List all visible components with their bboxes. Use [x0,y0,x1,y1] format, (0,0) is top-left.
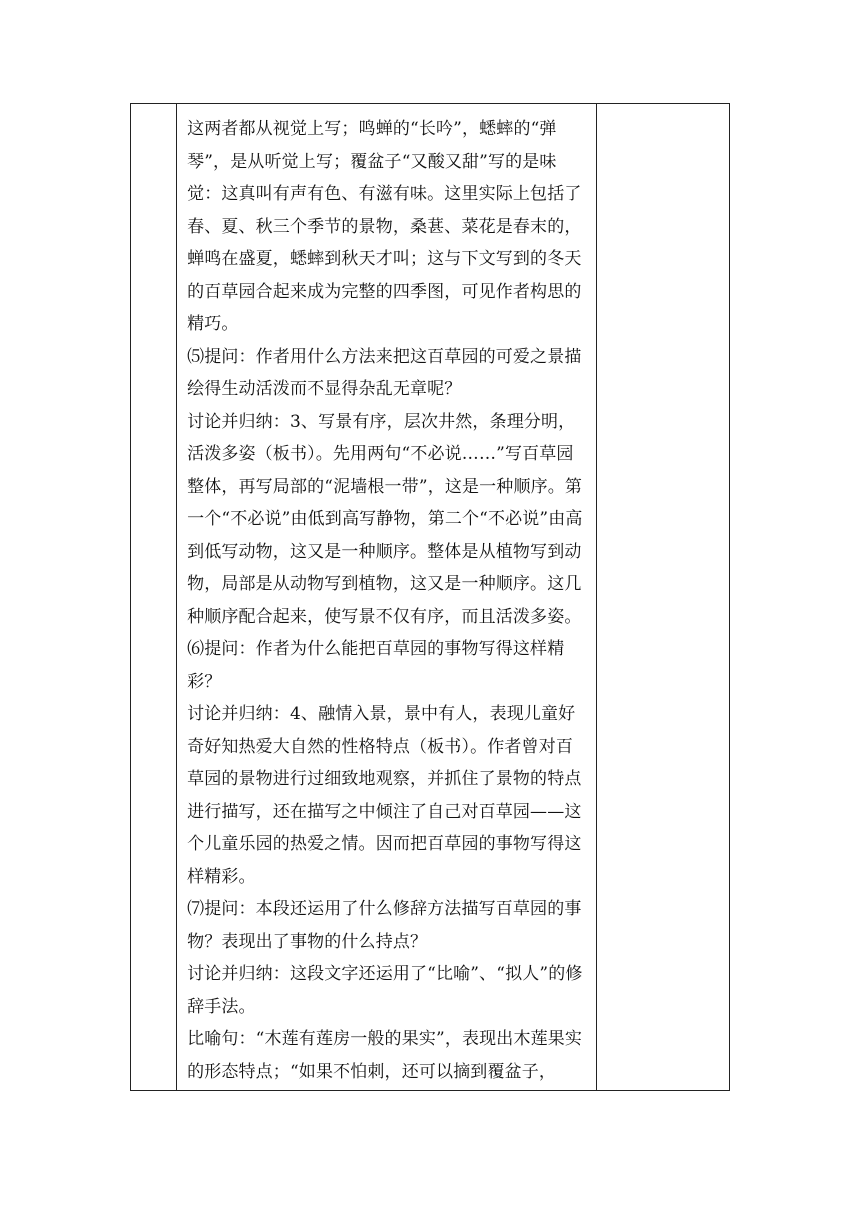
lesson-plan-table [130,103,730,1091]
question-7: ⑺提问：本段还运用了什么修辞方法描写百草园的事物？表现出了事物的什么持点？ [187,899,582,952]
discussion-3: 讨论并归纳：3、写景有序，层次井然，条理分明，活泼多姿（板书）。先用两句“不必说……”写百草园整体，再写局部的“泥墙根一带”，这是一种顺序。第一个“不必说”由低到高写静物，第二个“不必说”由高到低写动物，这又是一种顺序。整体是从植物写到动物，局部是从动物写到植物，这又是一种顺序。这几种顺序配合起来，使写景不仅有序，而且活泼多姿。 [187,411,583,627]
question-5: ⑸提问：作者用什么方法来把这百草园的可爱之景描绘得生动活泼而不显得杂乱无章呢？ [187,346,582,399]
paragraph-observation-senses: 这两者都从视觉上写；鸣蝉的“长吟”，蟋蟀的“弹琴”，是从听觉上写；覆盆子“又酸又甜”写的是味觉：这真叫有声有色、有滋有味。这里实际上包括了春、夏、秋三个季节的景物，桑葚、菜花是春末的，蝉鸣在盛夏，蟋蟀到秋天才叫；这与下文写到的冬天的百草园合起来成为完整的四季图，可见作者构思的精巧。 [187,119,582,334]
discussion-4: 讨论并归纳：4、融情入景，景中有人，表现儿童好奇好知热爱大自然的性格特点（板书）。作者曾对百草园的景物进行过细致地观察，并抓住了景物的特点进行描写，还在描写之中倾注了自己对百草园——这个儿童乐园的热爱之情。因而把百草园的事物写得这样精彩。 [187,704,582,887]
discussion-rhetoric: 讨论并归纳：这段文字还运用了“比喻”、“拟人”的修辞手法。 [187,964,583,1017]
right-empty-cell [596,104,729,1091]
left-empty-cell [131,104,177,1091]
content-cell [177,104,597,1091]
question-6: ⑹提问：作者为什么能把百草园的事物写得这样精彩？ [187,639,565,692]
table-row [131,104,730,1091]
metaphor-examples: 比喻句：“木莲有莲房一般的果实”，表现出木莲果实的形态特点；“如果不怕刺，还可以摘到覆盆子， [187,1029,583,1082]
